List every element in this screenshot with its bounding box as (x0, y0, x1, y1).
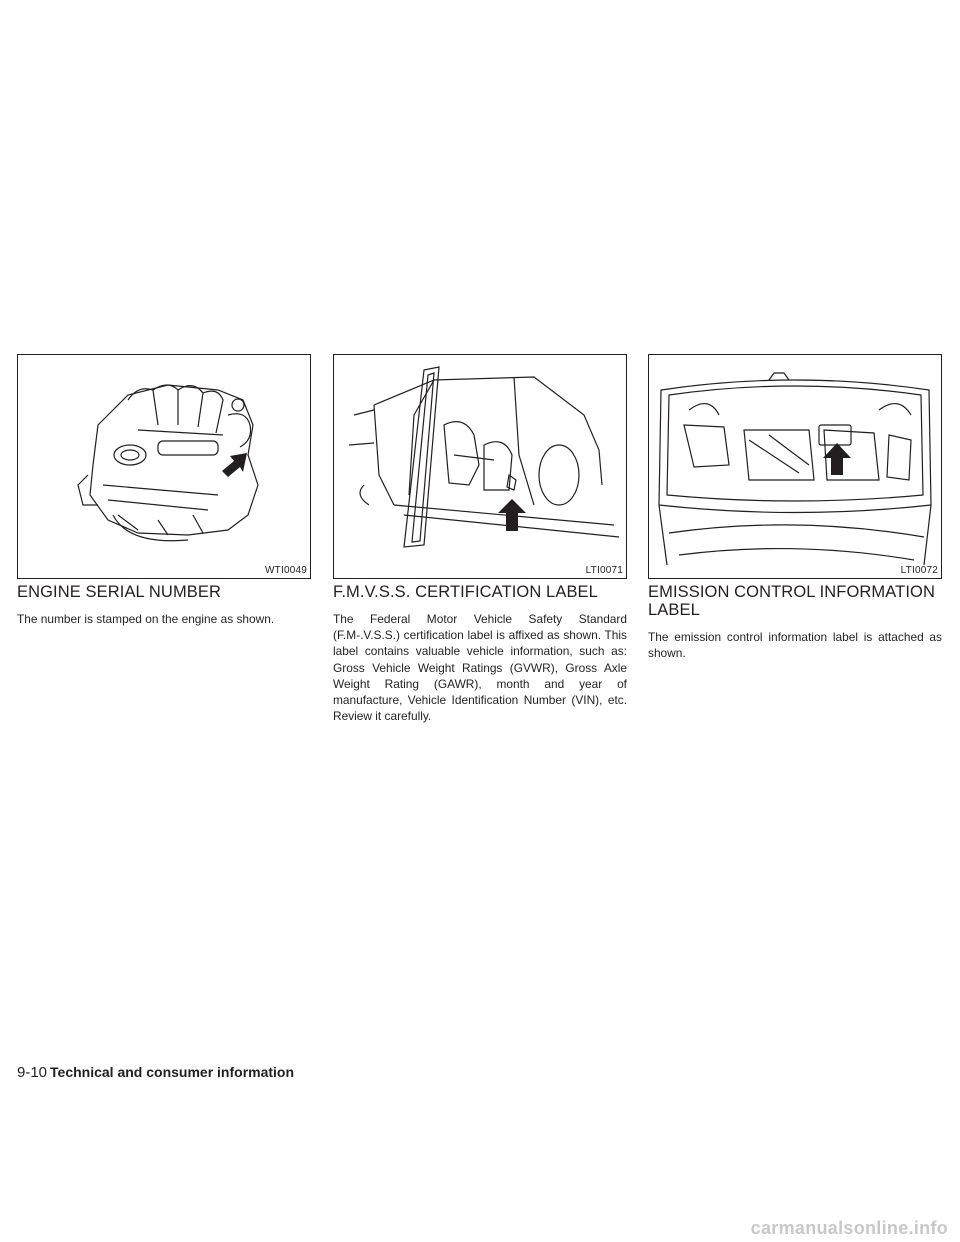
section-body: The Federal Motor Vehicle Safety Standard (F.M-.V.S.S.) certification label is affixed as shown. This label contains valuable vehicle information, such as: Gross Vehicle Weight Ratings (GVWR), Gross Axle Weight Rating (GAWR), month and year of manufacture, Vehicle Identification Number (VIN), etc. Review it carefully. (333, 612, 627, 724)
section-heading: F.M.V.S.S. CERTIFICATION LABEL (333, 583, 598, 601)
car-door-drawing (334, 355, 626, 578)
section-heading: EMISSION CONTROL INFORMATION LABEL (648, 583, 935, 619)
figure-code: WTI0049 (262, 565, 307, 576)
page-number: 9-10 (17, 1064, 48, 1081)
hood-open-drawing (649, 355, 941, 578)
engine-drawing (18, 355, 310, 578)
section-body: The number is stamped on the engine as shown. (17, 612, 275, 626)
section-emission-control-label (648, 354, 942, 661)
section-fmvss-certification-label (333, 354, 627, 724)
page-footer (17, 1064, 294, 1081)
section-body: The emission control information label is attached as shown. (648, 630, 942, 661)
section-heading: ENGINE SERIAL NUMBER (17, 583, 222, 601)
watermark-text: carmanualsonline.info (750, 1218, 948, 1238)
section-engine-serial-number (17, 354, 311, 627)
engine-hood-illustration (648, 354, 942, 579)
door-pillar-illustration (333, 354, 627, 579)
engine-illustration (17, 354, 311, 579)
figure-code: LTI0071 (583, 565, 623, 576)
figure-code: LTI0072 (898, 565, 938, 576)
footer-section-title: Technical and consumer information (50, 1064, 295, 1080)
